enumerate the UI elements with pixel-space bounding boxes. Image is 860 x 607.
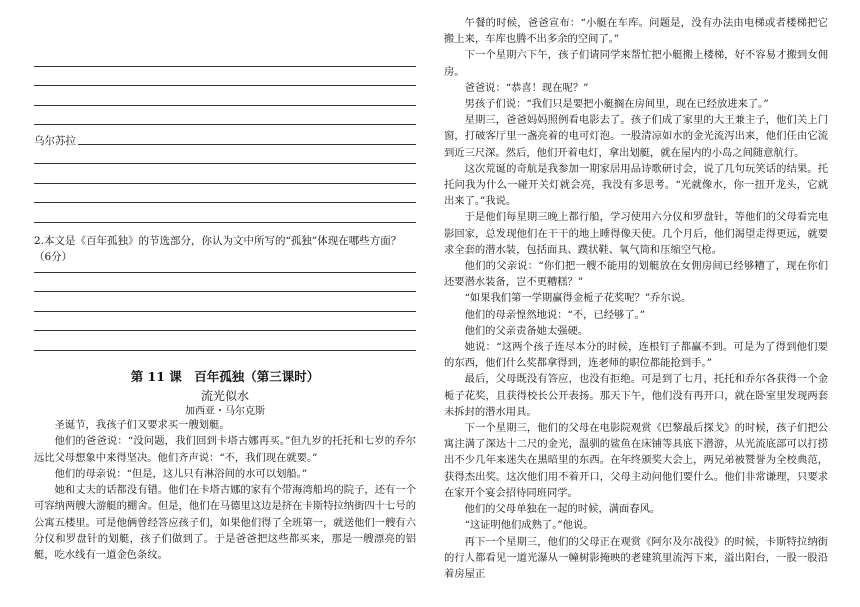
lesson-title: 第 11 课 百年孤独（第三课时） <box>130 369 320 384</box>
paragraph: “这证明他们成熟了。”他说。 <box>464 519 594 532</box>
answer-line <box>34 183 416 184</box>
lesson-author: 加西亚・马尔克斯 <box>185 406 265 417</box>
lesson-subtitle: 流光似水 <box>200 389 249 403</box>
question-2: 2.本文是《百年孤独》的节选部分，你认为文中所写的“孤独”体现在哪些方面？（6分） <box>34 235 402 263</box>
paragraph: “如果我们第一学期赢得金栀子花奖呢？”乔尔说。 <box>464 292 692 305</box>
paragraph: 午餐的时候，爸爸宣布：“小艇在车库。问题是，没有办法由电梯或者楼梯把它搬上来，车库也腾不出多余的空间了。” <box>444 17 828 46</box>
answer-line <box>34 291 416 292</box>
answer-line <box>34 66 416 67</box>
paragraph: 男孩子们说：“我们只是要把小艇搁在房间里，现在已经放进来了。” <box>464 98 769 111</box>
paragraph: 星期三，爸爸妈妈照例看电影去了。孩子们成了家里的大王兼主子，他们关上门窗，打破客厅里一盏亮着的电可灯泡。一股清凉如水的金光流泻出来，他们任由它流到近三尺深。然后，他们开着电灯，拿出划艇，就在屋内的小岛之间随意航行。 <box>444 114 828 159</box>
paragraph: 他们的父亲说：“你们把一艘不能用的划艇放在女佣房间已经够糟了，现在你们还要潜水装备，岂不更糟糕？” <box>444 260 828 289</box>
answer-line <box>34 311 416 312</box>
right-text-body <box>444 15 828 582</box>
answer-line <box>34 330 416 331</box>
paragraph: 他们的母亲说：“但是，这儿只有淋浴间的水可以划船。” <box>54 467 308 480</box>
answer-line <box>34 163 416 164</box>
answer-line <box>34 124 416 125</box>
paragraph: 再下一个星期三，他们的父母正在观赏《阿尔及尔战役》的时候，卡斯特拉纳街的行人都看见一道光瀑从一幢树影掩映的老建筑里流泻下来，溢出阳台，一股一股沿着房屋正 <box>444 535 828 580</box>
answer-line <box>34 222 416 223</box>
paragraph: 于是他们每星期三晚上都行船，学习使用六分仪和罗盘针，等他们的父母看完电影回家，总发现他们在干干的地上睡得像天使。几个月后，他们渴望走得更远，就要求全套的潜水装，包括面具、蹼状鞋、氧气筒和压缩空气枪。 <box>444 211 828 256</box>
paragraph: 他们的爸爸说：“没问题，我们回到卡塔古娜再买。”但九岁的托托和七岁的乔尔远比父母想象中来得坚决。他们齐声说：“不，我们现在就要。” <box>34 435 416 464</box>
answer-line <box>34 350 416 351</box>
paragraph: 爸爸说：“恭喜！现在呢？” <box>464 81 589 94</box>
answer-line-ursula <box>34 144 416 145</box>
left-text-body <box>34 417 416 564</box>
paragraph: 他们的母亲惶然地说：“不，已经够了。” <box>464 308 646 321</box>
paragraph: 他们的父母单独在一起的时候，满面春风。 <box>464 503 661 516</box>
answer-line <box>34 202 416 203</box>
paragraph: 他们的父亲责备她太强硬。 <box>464 324 589 337</box>
ursula-label: 乌尔苏拉 <box>34 135 76 147</box>
paragraph: 她和丈夫的话都没有错。他们在卡塔古娜的家有个带海湾船坞的院子，还有一个可容纳两艘大游艇的棚舍。但是，他们在马德里这边是挤在卡斯特拉纳街四十七号的公寓五楼里。可是他俩曾经答应孩子们，如果他们得了全班第一，就送他们一艘有六分仪和罗盘针的划艇，孩子们做到了。于是爸爸把这些都买来，那是一艘漂亮的铝艇，吃水线有一道金色条纹。 <box>34 484 416 562</box>
paragraph: 她说：“这两个孩子连尽本分的时候，连根钉子都赢不到。可是为了得到他们要的东西，他们什么奖都拿得到，连老师的职位都能抢到手。” <box>444 341 828 370</box>
paragraph: 下一个星期六下午，孩子们请同学来帮忙把小艇搬上楼梯，好不容易才搬到女佣房。 <box>444 49 828 78</box>
paragraph: 这次荒诞的奇航是我参加一期家居用品诗歌研讨会，说了几句玩笑话的结果。托托问我为什么一碰开关灯就会亮，我没有多思考。“光就像水，你一扭开龙头，它就出来了。”我说。 <box>444 162 828 208</box>
answer-line <box>34 85 416 86</box>
answer-line <box>34 272 416 273</box>
paragraph: 下一个星期三，他们的父母在电影院观赏《巴黎最后探戈》的时候，孩子们把公寓注满了深达十二尺的金光，温驯的鲨鱼在床铺等具底下潜游，从光流底部可以打捞出不少几年来迷失在黑暗里的东西。在年终颁奖大会上，两兄弟被赞誉为全校典范，获得杰出奖。这次他们用不着开口，父母主动问他们要什么。他们非常谦理，只要求在家开个宴会招待同班同学。 <box>444 422 828 499</box>
paragraph: 圣诞节，我孩子们又要求买一艘划艇。 <box>54 419 230 431</box>
paragraph: 最后，父母既没有答应，也没有拒绝。可是到了七月，托托和乔尔各获得一个金栀子花奖，且获得校长公开表扬。那天下午，他们没有再开口，就在卧室里发现两套未拆封的潜水用具。 <box>444 373 828 418</box>
answer-line <box>34 105 416 106</box>
